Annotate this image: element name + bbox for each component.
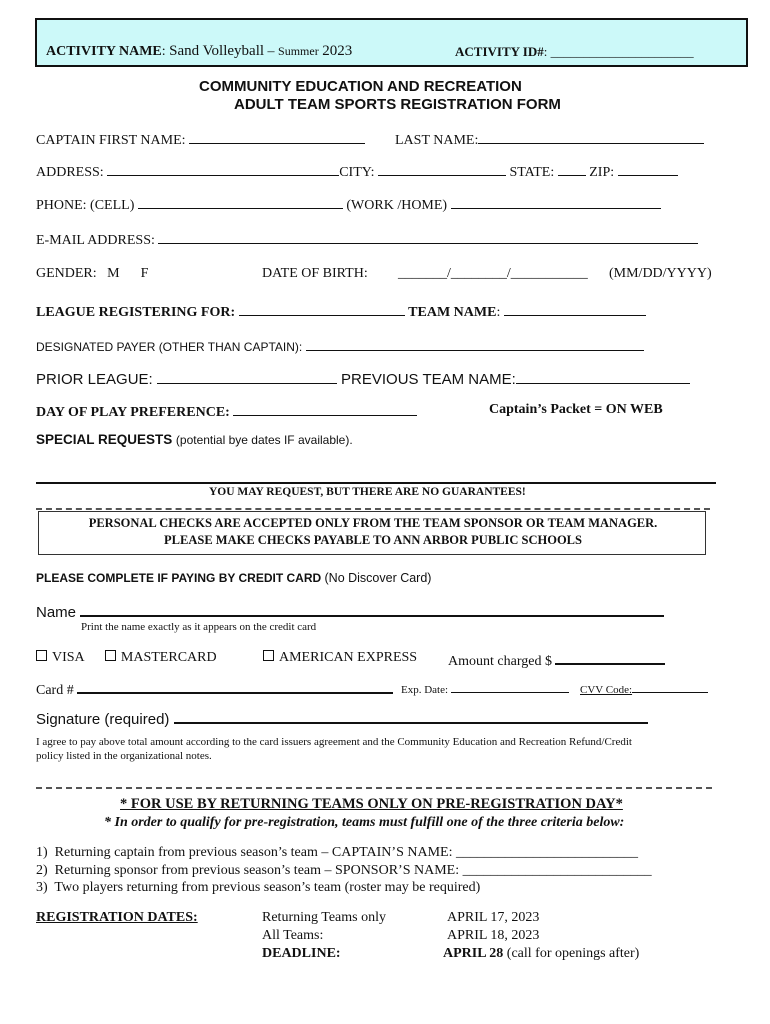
- card-number-label: Card #: [36, 683, 74, 698]
- special-requests-row: [36, 432, 353, 447]
- no-guarantee-notice: YOU MAY REQUEST, BUT THERE ARE NO GUARANTEES!: [209, 486, 526, 498]
- credit-card-heading-note: (No Discover Card): [324, 571, 432, 585]
- league-row: LEAGUE REGISTERING FOR: TEAM NAME:: [36, 302, 646, 321]
- address-input[interactable]: [107, 162, 339, 176]
- address-label: ADDRESS:: [36, 165, 104, 180]
- registration-dates-label: REGISTRATION DATES:: [36, 910, 198, 925]
- activity-season: Summer: [278, 44, 319, 58]
- date-row-label: All Teams:: [262, 928, 324, 943]
- last-name-row: [395, 130, 704, 149]
- cvv-label: CVV Code:: [580, 684, 633, 696]
- activity-id-label: ACTIVITY ID#: [455, 44, 544, 59]
- designated-payer-label: DESIGNATED PAYER (OTHER THAN CAPTAIN):: [36, 340, 303, 354]
- signature-label: Signature (required): [36, 711, 170, 728]
- city-label: CITY:: [339, 165, 375, 180]
- cardholder-name-hint: Print the name exactly as it appears on the credit card: [81, 621, 317, 633]
- activity-year: 2023: [322, 43, 353, 59]
- email-label: E-MAIL ADDRESS:: [36, 233, 155, 248]
- special-requests-note: (potential bye dates IF available).: [175, 433, 353, 447]
- league-input[interactable]: [239, 302, 405, 316]
- date-row-value: APRIL 18, 2023: [447, 928, 540, 943]
- last-name-input[interactable]: [478, 130, 704, 144]
- zip-input[interactable]: [618, 162, 678, 176]
- form-title-line2: ADULT TEAM SPORTS REGISTRATION FORM: [234, 96, 561, 113]
- activity-name-row: ACTIVITY NAME: Sand Volleyball – Summer 2023: [46, 43, 353, 59]
- checks-notice-line2: PLEASE MAKE CHECKS PAYABLE TO ANN ARBOR PUBLIC SCHOOLS: [164, 533, 582, 547]
- phone-work-label: (WORK /HOME): [346, 198, 448, 213]
- cvv-row: [580, 682, 708, 696]
- date-row-label: Returning Teams only: [262, 910, 386, 925]
- card-number-row: [36, 679, 393, 699]
- prior-league-input[interactable]: [157, 369, 337, 384]
- state-label: STATE:: [509, 165, 555, 180]
- activity-id-row: ACTIVITY ID#: ______________________: [455, 44, 694, 59]
- mastercard-checkbox[interactable]: [105, 650, 116, 661]
- cardholder-name-row: [36, 601, 664, 621]
- phone-row: [36, 195, 661, 214]
- prior-league-row: [36, 369, 690, 388]
- gender-field[interactable]: GENDER: M F: [36, 266, 149, 281]
- exp-input[interactable]: [451, 682, 569, 693]
- day-pref-input[interactable]: [233, 402, 417, 416]
- prior-league-label: PRIOR LEAGUE:: [36, 371, 153, 388]
- amex-label: AMERICAN EXPRESS: [279, 650, 418, 665]
- team-name-label: TEAM NAME: [408, 305, 497, 320]
- amount-row: [448, 650, 665, 670]
- divider-dashed: [36, 787, 712, 789]
- signature-input[interactable]: [174, 708, 648, 724]
- activity-dash: –: [267, 44, 275, 59]
- mastercard-option[interactable]: [105, 650, 217, 665]
- credit-card-heading-text: PLEASE COMPLETE IF PAYING BY CREDIT CARD: [36, 571, 322, 585]
- visa-label: VISA: [52, 650, 84, 665]
- previous-team-label: PREVIOUS TEAM NAME:: [341, 371, 516, 388]
- cardholder-name-label: Name: [36, 604, 77, 621]
- cvv-input[interactable]: [632, 682, 708, 693]
- address-row: [36, 162, 678, 181]
- cardholder-name-input[interactable]: [80, 601, 664, 617]
- date-row-value: APRIL 17, 2023: [447, 910, 540, 925]
- exp-label: Exp. Date:: [401, 684, 449, 696]
- deadline-date: APRIL 28: [443, 946, 504, 961]
- dob-input[interactable]: _______/________/___________: [398, 266, 588, 281]
- amex-option[interactable]: [263, 650, 417, 666]
- last-name-label: LAST NAME:: [395, 133, 479, 148]
- exp-row: [401, 682, 569, 696]
- zip-label: ZIP:: [589, 165, 615, 180]
- special-requests-input[interactable]: [36, 482, 716, 484]
- mastercard-label: MASTERCARD: [120, 650, 217, 665]
- designated-payer-input[interactable]: [306, 339, 644, 351]
- deadline-note: (call for openings after): [506, 946, 640, 961]
- agreement-line2: policy listed in the organizational notes.: [36, 750, 212, 762]
- league-label: LEAGUE REGISTERING FOR:: [36, 305, 236, 320]
- captain-first-name-row: [36, 130, 365, 149]
- dob-label: DATE OF BIRTH:: [262, 266, 368, 281]
- captains-packet-note: Captain’s Packet = ON WEB: [489, 402, 663, 417]
- previous-team-input[interactable]: [516, 369, 690, 384]
- returning-item-1: 1) Returning captain from previous season’s team – CAPTAIN’S NAME: __________________________: [36, 845, 638, 860]
- designated-payer-row: [36, 339, 644, 354]
- returning-item-3: 3) Two players returning from previous season’s team (roster may be required): [36, 880, 481, 895]
- amount-input[interactable]: [555, 650, 665, 665]
- visa-checkbox[interactable]: [36, 650, 47, 661]
- returning-subheading: * In order to qualify for pre-registration, teams must fulfill one of the three criteria below:: [104, 815, 625, 830]
- phone-cell-label: PHONE: (CELL): [36, 198, 135, 213]
- amex-checkbox[interactable]: [263, 650, 274, 661]
- deadline-row: [443, 946, 639, 962]
- activity-id-field[interactable]: ______________________: [550, 44, 694, 59]
- captain-first-name-label: CAPTAIN FIRST NAME:: [36, 133, 186, 148]
- agreement-line1: I agree to pay above total amount according to the card issuers agreement and the Community Education and Recreation Refund/Credit: [36, 736, 632, 748]
- returning-item-2: 2) Returning sponsor from previous season’s team – SPONSOR’S NAME: ___________________________: [36, 863, 652, 878]
- amount-label: Amount charged $: [448, 654, 552, 669]
- deadline-label: DEADLINE:: [262, 946, 341, 961]
- special-requests-label: SPECIAL REQUESTS: [36, 432, 173, 447]
- signature-row: [36, 708, 648, 728]
- phone-work-input[interactable]: [451, 195, 661, 209]
- dob-format-hint: (MM/DD/YYYY): [609, 266, 712, 281]
- returning-heading: * FOR USE BY RETURNING TEAMS ONLY ON PRE-REGISTRATION DAY*: [120, 796, 623, 812]
- city-input[interactable]: [378, 162, 506, 176]
- card-type-row: [36, 650, 217, 666]
- day-pref-label: DAY OF PLAY PREFERENCE:: [36, 405, 230, 420]
- email-input[interactable]: [158, 230, 698, 244]
- checks-notice-line1: PERSONAL CHECKS ARE ACCEPTED ONLY FROM THE TEAM SPONSOR OR TEAM MANAGER.: [88, 516, 658, 530]
- activity-name-value: Sand Volleyball: [169, 43, 265, 59]
- phone-cell-input[interactable]: [138, 195, 343, 209]
- divider-dashed: [36, 508, 710, 510]
- visa-option[interactable]: [36, 650, 84, 665]
- card-number-input[interactable]: [77, 679, 393, 694]
- state-input[interactable]: [558, 162, 586, 176]
- email-row: [36, 230, 698, 249]
- captain-first-name-input[interactable]: [189, 130, 365, 144]
- credit-card-heading: [36, 571, 431, 585]
- activity-name-label: ACTIVITY NAME: [46, 44, 162, 59]
- day-pref-row: [36, 402, 417, 421]
- team-name-input[interactable]: [504, 302, 646, 316]
- form-title-line1: COMMUNITY EDUCATION AND RECREATION: [199, 78, 522, 95]
